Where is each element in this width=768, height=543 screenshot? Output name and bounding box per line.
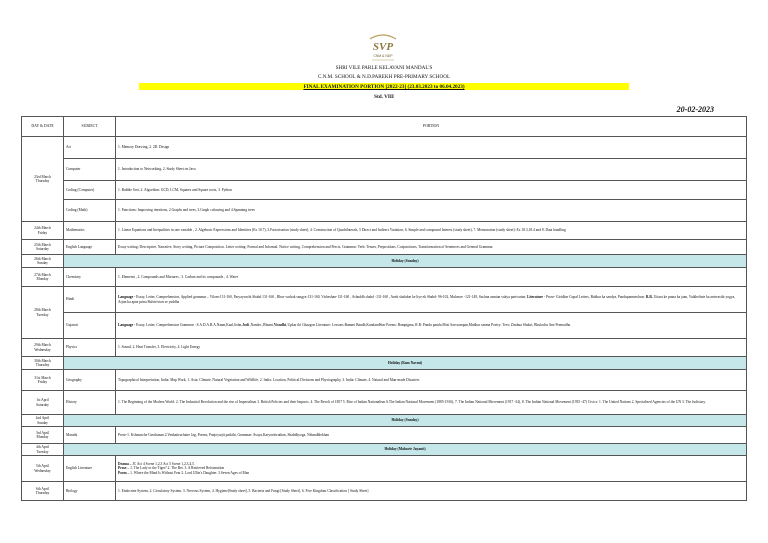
exam-title: FINAL EXAMINATION PORTION [2022-23] (23.03.2023 to 06.04.2023) bbox=[303, 84, 465, 90]
table-row bbox=[22, 313, 747, 339]
subject-cell: Hindi bbox=[64, 287, 116, 313]
portion-heading: Prose – bbox=[118, 466, 130, 471]
portion-cell bbox=[116, 287, 747, 313]
subject-cell: Art bbox=[64, 137, 116, 159]
subject-cell: Mathematics bbox=[64, 222, 116, 240]
portion-cell: Essay writing: Descriptive, Narrative, Story writing, Picture Composition. Letter writing: Formal and Informal. Notice writing, Comprehension and Precis, Grammar: Verb: Tenses, Prepositions, Conjunctions, Transformation of Sentences and General Grammar bbox=[116, 240, 747, 255]
column-header-day: DAY & DATE bbox=[22, 117, 64, 137]
table-row bbox=[22, 415, 747, 427]
table-row bbox=[22, 159, 747, 181]
subject-cell: Chemistry bbox=[64, 268, 116, 287]
subject-cell: Biology bbox=[64, 482, 116, 501]
portion-table bbox=[21, 116, 747, 501]
column-header-subject: SUBJECT bbox=[64, 117, 116, 137]
date-cell: 29th March Wednesday bbox=[22, 339, 64, 357]
table-row bbox=[22, 287, 747, 313]
date-cell: 5th April Wednesday bbox=[22, 456, 64, 482]
subject-cell: Geography bbox=[64, 370, 116, 391]
table-row bbox=[22, 240, 747, 255]
table-row bbox=[22, 268, 747, 287]
portion-heading: Drama – bbox=[118, 462, 132, 467]
portion-cell: 1. Functions: Improving iterations, 2.Graphs and trees, 3.Graph colouring and 4.Spanning trees bbox=[116, 200, 747, 222]
portion-heading: Visudhi bbox=[273, 323, 286, 328]
table-row bbox=[22, 181, 747, 200]
portion-cell bbox=[116, 313, 747, 339]
table-row bbox=[22, 339, 747, 357]
holiday-cell: Holiday (Sunday) bbox=[64, 255, 747, 268]
date-cell: 23rd March Thursday bbox=[22, 137, 64, 222]
subject-cell: Gujarati bbox=[64, 313, 116, 339]
portion-cell: 1. Linear Equations and Inequalities in one variable , 2. Algebraic Expressions and Identities (Ex 10.7), 3.Factorisation (study sheet), 4. Construction of Quadrilaterals, 5 Direct and Indirect Variation, 6. Simple and compound Interest (study sheet), 7. Mensuration (study sheet): Ex 18.3,18.4 and 8. Data handling bbox=[116, 222, 747, 240]
subject-cell: Coding (Computer) bbox=[64, 181, 116, 200]
table-row bbox=[22, 444, 747, 456]
subject-cell: Computer bbox=[64, 159, 116, 181]
column-header-portion: PORTION bbox=[116, 117, 747, 137]
portion-cell: Topographical Interpretation, India: Map Work, 1. Asia: Climate, Natural Vegetation and Wildlife, 2. India: Location, Political Divisions and Physiography, 3. India: Climate, 4. Natural and Man-made Disasters bbox=[116, 370, 747, 391]
subject-cell: Marathi bbox=[64, 427, 116, 444]
date-cell: 31st March Friday bbox=[22, 370, 64, 391]
document-date: 20-02-2023 bbox=[676, 105, 714, 114]
table-row bbox=[22, 482, 747, 501]
portion-text: Essay, Letter, Comprehension, Applied grammar – Vilom-131-160, Paryayvachi Shabd 131-160 , Bhav vachak sangya-131-160, Visheshan-131-160 , Ashuddh shabd -131-160 , Anek shabdon ke liye ek Shabd- 96-102, Muhavre -121-149, Sachna asmian vakya parivartan. bbox=[135, 295, 528, 300]
portion-cell: 1. The Beginning of the Modern World. 2. The Industrial Revolution and the rise of Imperialism 3. British Policies and their Impacts. 4. The Revolt of 1857 5. Rise of Indian Nationalism 6.The Indian National Movement (1885-1916), 7. The Indian National Movement (1917 -34), 8. The Indian National Movement (1935 -47) Civics: 1. The United Nations 2. Specialised Agencies of the UN 3. The Judiciary. bbox=[116, 391, 747, 415]
school-logo bbox=[362, 33, 404, 63]
table-row bbox=[22, 370, 747, 391]
holiday-cell: Holiday (Mahavir Jayanti) bbox=[64, 444, 747, 456]
portion-heading: Language - bbox=[118, 295, 136, 300]
date-cell: 1st April Saturday bbox=[22, 391, 64, 415]
table-row bbox=[22, 137, 747, 159]
portion-text: 1. The Lady or the Tiger? 2. The Bet. 3. A Retrieved Reformation bbox=[129, 466, 225, 471]
svg-text:SVP: SVP bbox=[372, 41, 394, 53]
logo-text: CNM & NDP bbox=[373, 54, 393, 58]
subject-cell: History bbox=[64, 391, 116, 415]
portion-text: 1. Where the Mind Is Without Fear 2. Lord Ullin's Daughter. 3.Seven Ages of Man bbox=[129, 470, 250, 475]
date-cell: 24th March Friday bbox=[22, 222, 64, 240]
date-cell: 25th March Saturday bbox=[22, 240, 64, 255]
table-row bbox=[22, 427, 747, 444]
table-header-row bbox=[22, 117, 747, 137]
subject-cell: Physics bbox=[64, 339, 116, 357]
subject-cell: English Language bbox=[64, 240, 116, 255]
standard-label: Std. VIII bbox=[374, 94, 394, 100]
date-cell: 28th March Tuesday bbox=[22, 287, 64, 339]
portion-text: Uttara ke prana ka jaan, Vaikhelinte ka antrvasthi yogya, Arjun ka apne prina Balvirivion se yuddha bbox=[118, 295, 736, 304]
portion-heading: Language - bbox=[118, 323, 136, 328]
portion-cell: 1. Elements , 2. Compounds and Mixtures , 3. Carbon and its compounds , 4. Water bbox=[116, 268, 747, 287]
portion-cell: 1. Bubble Sort, 2. Algorithm: GCD, LCM, Squares and Square roots, 3. Python bbox=[116, 181, 747, 200]
portion-text: Essay, Letter, Comprehension Grammar : S.A.D.A.R.A.Naam,Kaal,Sohn, bbox=[135, 323, 243, 328]
portion-heading: Literature - bbox=[527, 295, 546, 300]
portion-cell: Prose-1. Kshmasche Gavthanan 2.Venkatiruchaire Jag, Poems, Panjoyarjit patkthi, Grammar: Avaya,Karyavittruthan, Shabdhyoga, Nibandhlekhan bbox=[116, 427, 747, 444]
portion-cell: 1. Endocrine System, 2. Circulatory System, 3. Nervous System, 4. Hygiene[Study sheet], 5. Bacteria and Fungi [Study Sheet], 6. Five Kingdom Classification [ Study Sheet] bbox=[116, 482, 747, 501]
table-row bbox=[22, 255, 747, 268]
portion-cell: 1. Introduction to Networking, 2. Study Sheet on Java bbox=[116, 159, 747, 181]
portion-text: Prose- Giridhar Gopal Letters, Bahkar ka sandya, Pandupanmeshvar. bbox=[545, 295, 646, 300]
portion-cell: 1. Sound, 2. Heat Transfer, 3. Electricity, 4. Light Energy bbox=[116, 339, 747, 357]
subject-cell: Coding (Math) bbox=[64, 200, 116, 222]
holiday-cell: Holiday (Ram Navmi) bbox=[64, 357, 747, 370]
portion-cell: 1. Memory Drawing, 2. 2D. Design bbox=[116, 137, 747, 159]
date-cell: 3rd April Monday bbox=[22, 427, 64, 444]
date-cell: 27th March Monday bbox=[22, 268, 64, 287]
table-row bbox=[22, 391, 747, 415]
holiday-cell: Holiday (Sunday) bbox=[64, 415, 747, 427]
portion-heading: Poem – bbox=[118, 470, 130, 475]
portion-text: ,Nandes ,Bhumi, bbox=[248, 323, 274, 328]
table-row bbox=[22, 456, 747, 482]
portion-heading: Jodi bbox=[242, 323, 249, 328]
date-cell: 4th April Tuesday bbox=[22, 444, 64, 456]
school-name: C.N.M. SCHOOL & N.D.PAREKH PRE-PRIMARY SCHOOL bbox=[317, 74, 451, 80]
portion-cell bbox=[116, 456, 747, 482]
date-cell: 6th April Thursday bbox=[22, 482, 64, 501]
table-row bbox=[22, 357, 747, 370]
date-cell: 2nd April Sunday bbox=[22, 415, 64, 427]
date-cell: 26th March Sunday bbox=[22, 255, 64, 268]
portion-text: , Upkar thi Ghazgon Literature: Lessons:Bammi Bandh,KundandStar Poems: Bampigma, R.R: Pandu pandu Moti Sarvsampan,Madhur sanma Poetry: Trew Zimbua Shukri, Bhulachu Ane Premudhu bbox=[285, 323, 571, 328]
subject-cell: English Literature bbox=[64, 456, 116, 482]
table-row bbox=[22, 222, 747, 240]
trust-name: SHRI VILE PARLE KELAVANI MANDAL'S bbox=[335, 65, 433, 71]
table-row bbox=[22, 200, 747, 222]
portion-text: JC Act 4 Scene 1,2,3 Act 5 Scene 1,2,3,4,5. bbox=[131, 462, 195, 467]
date-cell: 30th March Thursday bbox=[22, 357, 64, 370]
portion-heading: R.R. bbox=[645, 295, 653, 300]
